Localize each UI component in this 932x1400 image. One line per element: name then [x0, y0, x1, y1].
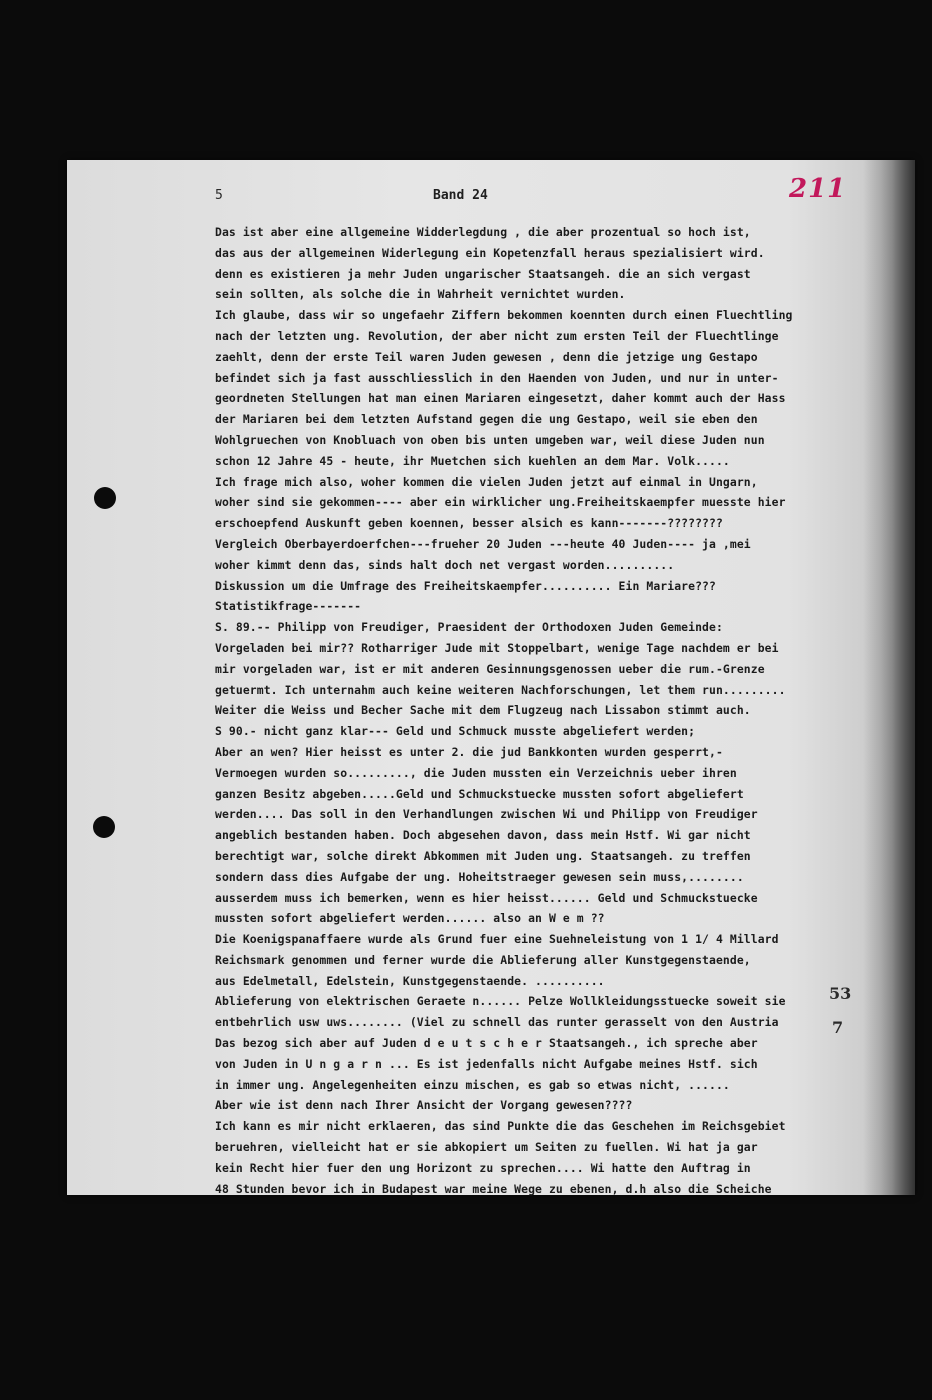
text-line: Diskussion um die Umfrage des Freiheitskaempfer.......... Ein Mariare??? [215, 578, 716, 593]
text-line: nach der letzten ung. Revolution, der aber nicht zum ersten Teil der Fluechtlinge [215, 328, 779, 343]
text-line: woher sind sie gekommen---- aber ein wirklicher ung.Freiheitskaempfer muesste hier [215, 495, 786, 510]
typed-text-body [215, 222, 905, 1199]
text-line: Weiter die Weiss und Becher Sache mit dem Flugzeug nach Lissabon stimmt auch. [215, 703, 751, 718]
text-line: mir vorgeladen war, ist er mit anderen Gesinnungsgenossen ueber die rum.-Grenze [215, 661, 765, 676]
punch-hole-top [94, 487, 116, 509]
text-line: S 90.- nicht ganz klar--- Geld und Schmuck musste abgeliefert werden; [215, 724, 696, 739]
text-line: getuermt. Ich unternahm auch keine weiteren Nachforschungen, let them run......... [215, 682, 786, 697]
text-line: der Mariaren bei dem letzten Aufstand gegen die ung Gestapo, weil sie eben den [215, 412, 758, 427]
text-line: in immer ung. Angelegenheiten einzu mischen, es gab so etwas nicht, ...... [215, 1077, 730, 1092]
text-line: ausserdem muss ich bemerken, wenn es hier heisst...... Geld und Schmuckstuecke [215, 890, 758, 905]
archive-stamp-number: 211 [789, 174, 847, 204]
text-line: schon 12 Jahre 45 - heute, ihr Muetchen sich kuehlen an dem Mar. Volk..... [215, 453, 730, 468]
text-line: berechtigt war, solche direkt Abkommen mit Juden ung. Staatsangeh. zu treffen [215, 848, 751, 863]
text-line: das aus der allgemeinen Widerlegung ein Kopetenzfall heraus spezialisiert wird. [215, 245, 765, 260]
text-line: Ich kann es mir nicht erklaeren, das sind Punkte die das Geschehen im Reichsgebiet [215, 1119, 786, 1134]
text-line: kein Recht hier fuer den ung Horizont zu sprechen.... Wi hatte den Auftrag in [215, 1160, 751, 1175]
text-line: angeblich bestanden haben. Doch abgesehen davon, dass mein Hstf. Wi gar nicht [215, 828, 751, 843]
text-line: denn es existieren ja mehr Juden ungarischer Staatsangeh. die an sich vergast [215, 266, 751, 281]
document-page [67, 160, 915, 1195]
text-line: Das ist aber eine allgemeine Widderlegdung , die aber prozentual so hoch ist, [215, 225, 751, 239]
text-line: erschoepfend Auskunft geben koennen, besser alsich es kann-------???????? [215, 516, 723, 531]
text-line: Ablieferung von elektrischen Geraete n...... Pelze Wollkleidungsstuecke soweit sie [215, 994, 786, 1009]
text-line: woher kimmt denn das, sinds halt doch net vergast worden.......... [215, 557, 675, 572]
text-line: Aber an wen? Hier heisst es unter 2. die jud Bankkonten wurden gesperrt,- [215, 744, 723, 759]
text-line: 48 Stunden bevor ich in Budapest war meine Wege zu ebenen, d.h also die Scheiche [215, 1181, 772, 1196]
text-line: beruehren, vielleicht hat er sie abkopiert um Seiten zu fuellen. Wi hat ja gar [215, 1140, 758, 1155]
text-line: ganzen Besitz abgeben.....Geld und Schmuckstuecke mussten sofort abgeliefert [215, 786, 744, 801]
volume-label: Band 24 [433, 188, 488, 203]
text-line: geordneten Stellungen hat man einen Mariaren eingesetzt, daher kommt auch der Hass [215, 391, 786, 406]
text-line: Ich frage mich also, woher kommen die vielen Juden jetzt auf einmal in Ungarn, [215, 474, 758, 489]
text-line: Die Koenigspanaffaere wurde als Grund fuer eine Suehneleistung von 1 1/ 4 Millard [215, 932, 779, 947]
text-line: Reichsmark genommen und ferner wurde die Ablieferung aller Kunstgegenstaende, [215, 952, 751, 967]
text-line: Vergleich Oberbayerdoerfchen---frueher 20 Juden ---heute 40 Juden---- ja ,mei [215, 536, 751, 551]
text-line: befindet sich ja fast ausschliesslich in den Haenden von Juden, und nur in unter- [215, 370, 779, 385]
page-number: 5 [215, 188, 223, 203]
text-line: sondern dass dies Aufgabe der ung. Hoheitstraeger gewesen sein muss,........ [215, 869, 744, 884]
text-line: Statistikfrage------- [215, 599, 362, 614]
margin-note-2: 7 [832, 1018, 844, 1037]
text-line: entbehrlich usw uws........ (Viel zu schnell das runter gerasselt von den Austria [215, 1015, 779, 1030]
text-line: Vermoegen wurden so........., die Juden mussten ein Verzeichnis ueber ihren [215, 765, 737, 780]
text-line: aus Edelmetall, Edelstein, Kunstgegenstaende. .......... [215, 973, 605, 988]
text-line: von Juden in U n g a r n ... Es ist jedenfalls nicht Aufgabe meines Hstf. sich [215, 1056, 758, 1071]
text-line: Aber wie ist denn nach Ihrer Ansicht der Vorgang gewesen???? [215, 1098, 633, 1113]
text-line: mussten sofort abgeliefert werden...... also an W e m ?? [215, 911, 605, 926]
text-line: zaehlt, denn der erste Teil waren Juden gewesen , denn die jetzige ung Gestapo [215, 349, 758, 364]
text-line: Vorgeladen bei mir?? Rotharriger Jude mit Stoppelbart, wenige Tage nachdem er bei [215, 640, 779, 655]
text-line: S. 89.-- Philipp von Freudiger, Praesident der Orthodoxen Juden Gemeinde: [215, 620, 723, 635]
text-line: werden.... Das soll in den Verhandlungen zwischen Wi und Philipp von Freudiger [215, 807, 758, 822]
text-line: Wohlgruechen von Knobluach von oben bis unten umgeben war, weil diese Juden nun [215, 432, 765, 447]
punch-hole-bottom [93, 816, 115, 838]
text-line: Das bezog sich aber auf Juden d e u t s c h e r Staatsangeh., ich spreche aber [215, 1036, 758, 1051]
margin-note-1: 53 [829, 984, 852, 1003]
text-line: sein sollten, als solche die in Wahrheit vernichtet wurden. [215, 287, 626, 302]
text-line: Ich glaube, dass wir so ungefaehr Ziffern bekommen koennten durch einen Fluechtling [215, 308, 793, 323]
